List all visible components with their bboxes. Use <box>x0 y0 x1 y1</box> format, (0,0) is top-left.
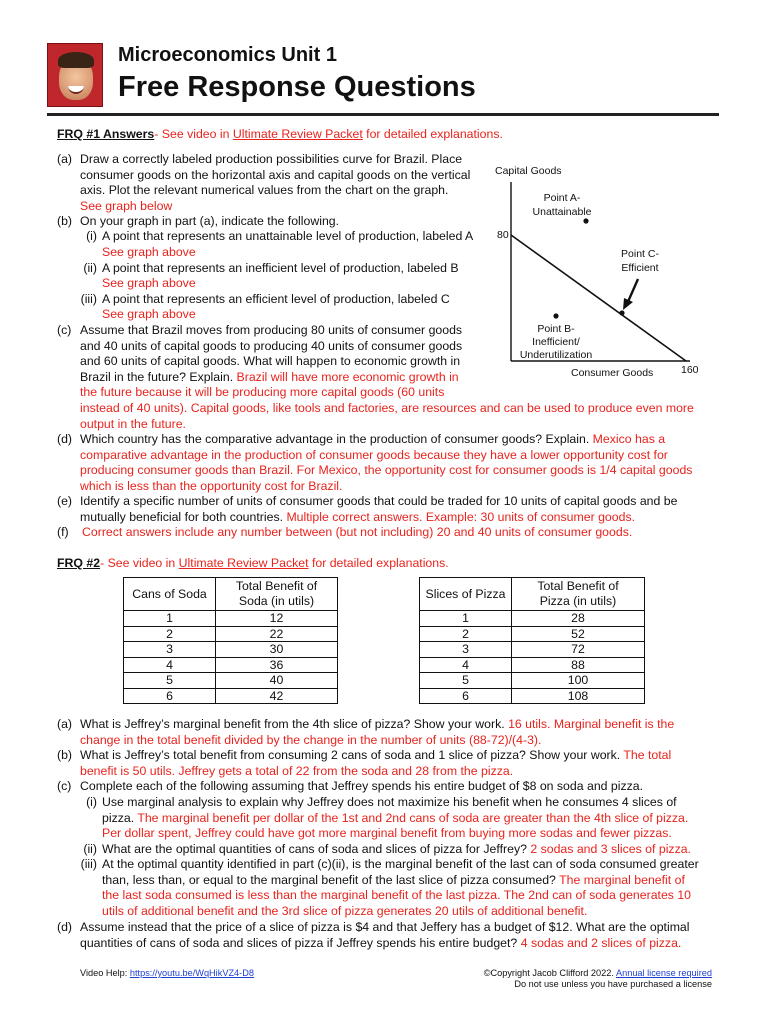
table-row <box>124 688 338 704</box>
y-intercept-label: 80 <box>497 229 509 241</box>
frq2-c-i-answer-line2: Per dollar spent, Jeffrey could have got more marginal benefit from buying more sodas and fewer pizzas. <box>102 826 672 841</box>
soda-benefit: 22 <box>216 626 338 642</box>
table-row <box>124 611 338 627</box>
frq2-c-iii-question: At the optimal quantity identified in part (c)(ii), is the marginal benefit of the last can of soda consumed greater <box>102 857 699 871</box>
x-intercept-label: 160 <box>681 364 699 376</box>
frq1-e-answer: Multiple correct answers. Example: 30 units of consumer goods. <box>286 509 636 524</box>
soda-qty: 6 <box>124 688 216 704</box>
y-axis-label: Capital Goods <box>495 165 562 177</box>
frq1-b-ii-marker: (ii) <box>83 261 97 275</box>
copyright-text: ©Copyright Jacob Clifford 2022. <box>483 968 616 978</box>
frq1-c-answer-line2: the future because it will be producing more capital goods (60 units <box>80 385 445 400</box>
table-row <box>420 688 645 704</box>
pizza-benefit: 28 <box>512 611 645 627</box>
point-c-dot <box>619 310 624 315</box>
frq2-c-i-answer: The marginal benefit per dollar of the 1st and 2nd cans of soda are greater than the 4th slice of pizza. <box>137 810 689 825</box>
frq1-b-iii-answer: See graph above <box>102 307 196 321</box>
soda-qty: 1 <box>124 611 216 627</box>
frq1-c-line2: and 40 units of capital goods to producing 40 units of consumer goods <box>80 338 463 353</box>
soda-qty: 3 <box>124 642 216 658</box>
soda-benefit: 42 <box>216 688 338 704</box>
frq1-c-answer-line3: instead of 40 units). Capital goods, like tools and factories, are resources and can be used to produce even more <box>80 400 694 415</box>
table-row <box>420 642 645 658</box>
frq1-d-marker: (d) <box>57 432 73 446</box>
frq1-b-i-answer: See graph above <box>102 245 196 259</box>
frq1-c-question-end: Brazil in the future? Explain. <box>80 369 237 384</box>
frq2-c-i-block <box>102 795 688 842</box>
frq2-c-question: Complete each of the following assuming that Jeffrey spends his entire budget of $8 on soda and pizza. <box>80 779 644 793</box>
frq2-a-answer-start: 16 utils. Marginal benefit is the <box>508 717 675 731</box>
frq2-packet-link[interactable]: Ultimate Review Packet <box>178 556 309 570</box>
frq2-c-i-marker: (i) <box>86 795 97 809</box>
frq2-label: FRQ #2 <box>57 556 101 570</box>
pizza-qty: 5 <box>420 673 512 689</box>
frq2-a-marker: (a) <box>57 717 73 731</box>
frq2-c-marker: (c) <box>57 779 72 793</box>
pizza-benefit: 100 <box>512 673 645 689</box>
pizza-benefit: 52 <box>512 626 645 642</box>
frq1-e-question: Identify a specific number of units of consumer goods that could be traded for 10 units of capital goods and be <box>80 494 678 508</box>
frq1-b-question: On your graph in part (a), indicate the following. <box>80 214 340 228</box>
frq1-a-question <box>80 152 470 214</box>
soda-qty: 4 <box>124 657 216 673</box>
author-photo <box>47 43 103 107</box>
soda-benefit: 36 <box>216 657 338 673</box>
frq1-a-answer: See graph below <box>80 198 173 213</box>
frq1-d-answer-line2: comparative advantage in the production of consumer goods because they have a lower opportunity cost for <box>80 447 668 462</box>
pizza-col-header: Slices of Pizza <box>420 578 512 611</box>
point-a-dot <box>583 218 588 223</box>
frq2-c-i-question: Use marginal analysis to explain why Jeffrey does not maximize his benefit when he consumes 4 slices of <box>102 795 677 809</box>
frq1-intro: - See video in <box>154 127 233 141</box>
pizza-benefit-header-1: Total Benefit of <box>537 579 619 593</box>
frq1-a-line2: consumer goods on the horizontal axis and capital goods on the vertical <box>80 167 471 182</box>
point-b-label-1: Point B- <box>537 323 575 335</box>
frq1-b-ii-question: A point that represents an inefficient level of production, labeled B <box>102 261 459 275</box>
frq1-b-marker: (b) <box>57 214 73 228</box>
frq2-b-answer-start: The total <box>623 748 672 762</box>
soda-qty: 5 <box>124 673 216 689</box>
frq1-e-block <box>80 494 677 525</box>
footer-video-help <box>80 968 254 979</box>
pizza-qty: 3 <box>420 642 512 658</box>
soda-benefit: 30 <box>216 642 338 658</box>
header-divider <box>47 113 719 116</box>
frq1-heading <box>57 127 503 143</box>
frq1-a-line1: Draw a correctly labeled production possibilities curve for Brazil. Place <box>80 152 463 166</box>
soda-benefit: 40 <box>216 673 338 689</box>
soda-benefit-header <box>216 578 338 611</box>
frq1-c-line3: and 60 units of capital goods. What will happen to economic growth in <box>80 354 461 369</box>
frq2-b-question: What is Jeffrey’s total benefit from consuming 2 cans of soda and 1 slice of pizza? Show your work. <box>80 748 624 762</box>
point-b-dot <box>553 313 558 318</box>
frq1-b-iii-question: A point that represents an efficient level of production, labeled C <box>102 292 450 306</box>
x-axis-label: Consumer Goods <box>571 367 654 379</box>
frq1-b-i-question: A point that represents an unattainable level of production, labeled A <box>102 229 474 243</box>
frq2-intro-end: for detailed explanations. <box>308 556 449 570</box>
frq1-b-ii-answer: See graph above <box>102 276 196 290</box>
frq2-c-iii-answer-line2: the last soda consumed is less than the marginal benefit of the last pizza. The 2nd can of soda generates 10 <box>102 888 692 903</box>
table-row <box>420 626 645 642</box>
frq2-c-i-question-end: pizza. <box>102 810 138 825</box>
frq1-e-marker: (e) <box>57 494 73 508</box>
table-row <box>420 611 645 627</box>
frq2-d-question: Assume instead that the price of a slice of pizza is $4 and that Jeffery has a budget of $12. What are the optimal <box>80 920 690 934</box>
frq2-d-answer: 4 sodas and 2 slices of pizza. <box>520 935 682 950</box>
frq2-c-ii-question: What are the optimal quantities of cans of soda and slices of pizza for Jeffrey? <box>102 842 531 856</box>
point-b-label-3: Underutilization <box>519 349 593 361</box>
pizza-benefit-header-2: Pizza (in utils) <box>539 594 617 608</box>
pizza-benefit-header <box>512 578 645 611</box>
frq2-d-block <box>80 920 690 951</box>
point-c-label-2: Efficient <box>621 262 659 274</box>
soda-benefit-header-2: Soda (in utils) <box>238 594 315 608</box>
frq2-heading <box>57 556 449 572</box>
frq2-b-marker: (b) <box>57 748 73 762</box>
frq2-c-ii-answer: 2 sodas and 3 slices of pizza. <box>530 842 691 856</box>
frq1-f-answer: Correct answers include any number between (but not including) 20 and 40 units of consumer goods. <box>82 525 633 539</box>
pizza-table <box>419 577 645 704</box>
soda-col-header: Cans of Soda <box>124 578 216 611</box>
frq1-d-answer-line3: producing consumer goods than Brazil. For Mexico, the opportunity cost for consumer goods is 1/4 capital goods <box>80 463 693 478</box>
pizza-qty: 6 <box>420 688 512 704</box>
frq1-d-answer-start: Mexico has a <box>592 432 666 446</box>
frq1-b-iii-marker: (iii) <box>80 292 97 306</box>
frq2-b-answer-line2: benefit is 50 utils. Jeffrey gets a total of 22 from the soda and 28 from the pizza. <box>80 763 514 778</box>
video-help-link[interactable]: https://youtu.be/WqHikVZ4-D8 <box>129 968 254 978</box>
frq1-c-marker: (c) <box>57 323 72 337</box>
frq2-intro: - See video in <box>100 556 179 570</box>
license-notice: Do not use unless you have purchased a license <box>514 979 712 989</box>
point-a-label-1: Point A- <box>543 192 581 204</box>
frq1-c-line1: Assume that Brazil moves from producing 80 units of consumer goods <box>80 323 463 337</box>
frq1-c-answer-line4: output in the future. <box>80 416 186 431</box>
frq1-label: FRQ #1 Answers <box>57 127 155 141</box>
frq2-d-marker: (d) <box>57 920 73 934</box>
ppc-graph <box>490 158 722 390</box>
pizza-benefit: 108 <box>512 688 645 704</box>
frq1-d-answer-line4: which is less than the opportunity cost for Brazil. <box>80 478 343 493</box>
soda-benefit-header-1: Total Benefit of <box>235 579 318 593</box>
video-help-label: Video Help: <box>80 968 130 978</box>
table-row <box>420 657 645 673</box>
frq1-a-marker: (a) <box>57 152 73 166</box>
author-hair <box>58 52 94 68</box>
license-link[interactable]: Annual license required <box>615 968 712 978</box>
frq2-c-ii-block <box>102 842 691 858</box>
frq2-c-iii-answer: The marginal benefit of <box>559 872 685 887</box>
frq2-d-question-end: quantities of cans of soda and slices of pizza if Jeffrey spends his entire budget? <box>80 935 521 950</box>
table-row <box>124 642 338 658</box>
soda-qty: 2 <box>124 626 216 642</box>
pizza-benefit: 88 <box>512 657 645 673</box>
frq2-c-iii-question-end: than, less than, or equal to the marginal benefit of the last slice of pizza consumed? <box>102 872 560 887</box>
point-b-label-2: Inefficient/ <box>532 336 580 348</box>
frq1-f-marker: (f) <box>57 525 69 539</box>
frq2-b-block <box>80 748 671 779</box>
pizza-qty: 2 <box>420 626 512 642</box>
frq2-a-question: What is Jeffrey’s marginal benefit from the 4th slice of pizza? Show your work. <box>80 717 509 731</box>
frq1-d-question: Which country has the comparative advantage in the production of consumer goods? Explain. <box>80 432 593 446</box>
point-c-arrow-head <box>623 298 633 310</box>
footer-copyright <box>484 968 712 990</box>
unit-title: Microeconomics Unit 1 <box>118 44 337 66</box>
point-c-label-1: Point C- <box>621 248 659 260</box>
frq1-b-i-marker: (i) <box>86 229 97 243</box>
frq2-c-ii-marker: (ii) <box>83 842 97 856</box>
page-title: Free Response Questions <box>118 71 476 103</box>
table-row <box>124 626 338 642</box>
table-row <box>420 673 645 689</box>
frq1-d-block <box>80 432 692 494</box>
point-a-label-2: Unattainable <box>532 206 592 218</box>
frq2-a-answer-line2: change in the total benefit divided by the change in the number of units (88-72)/(4-3). <box>80 732 542 747</box>
frq1-c-answer-start: Brazil will have more economic growth in <box>236 369 459 384</box>
table-row <box>124 673 338 689</box>
frq1-intro-end: for detailed explanations. <box>362 127 503 141</box>
frq1-a-line3: axis. Plot the relevant numerical values from the chart on the graph. <box>80 183 449 198</box>
soda-benefit: 12 <box>216 611 338 627</box>
pizza-qty: 4 <box>420 657 512 673</box>
frq1-e-question-end: mutually beneficial for both countries. <box>80 509 287 524</box>
frq1-packet-link[interactable]: Ultimate Review Packet <box>232 127 363 141</box>
frq2-c-iii-marker: (iii) <box>80 857 97 871</box>
frq2-a-block <box>80 717 674 748</box>
pizza-benefit: 72 <box>512 642 645 658</box>
pizza-qty: 1 <box>420 611 512 627</box>
frq2-c-iii-answer-line3: utils of additional benefit and the 3rd slice of pizza generates 20 utils of additional benefit. <box>102 903 588 918</box>
frq2-c-iii-block <box>102 857 699 919</box>
soda-table <box>123 577 338 704</box>
table-row <box>124 657 338 673</box>
